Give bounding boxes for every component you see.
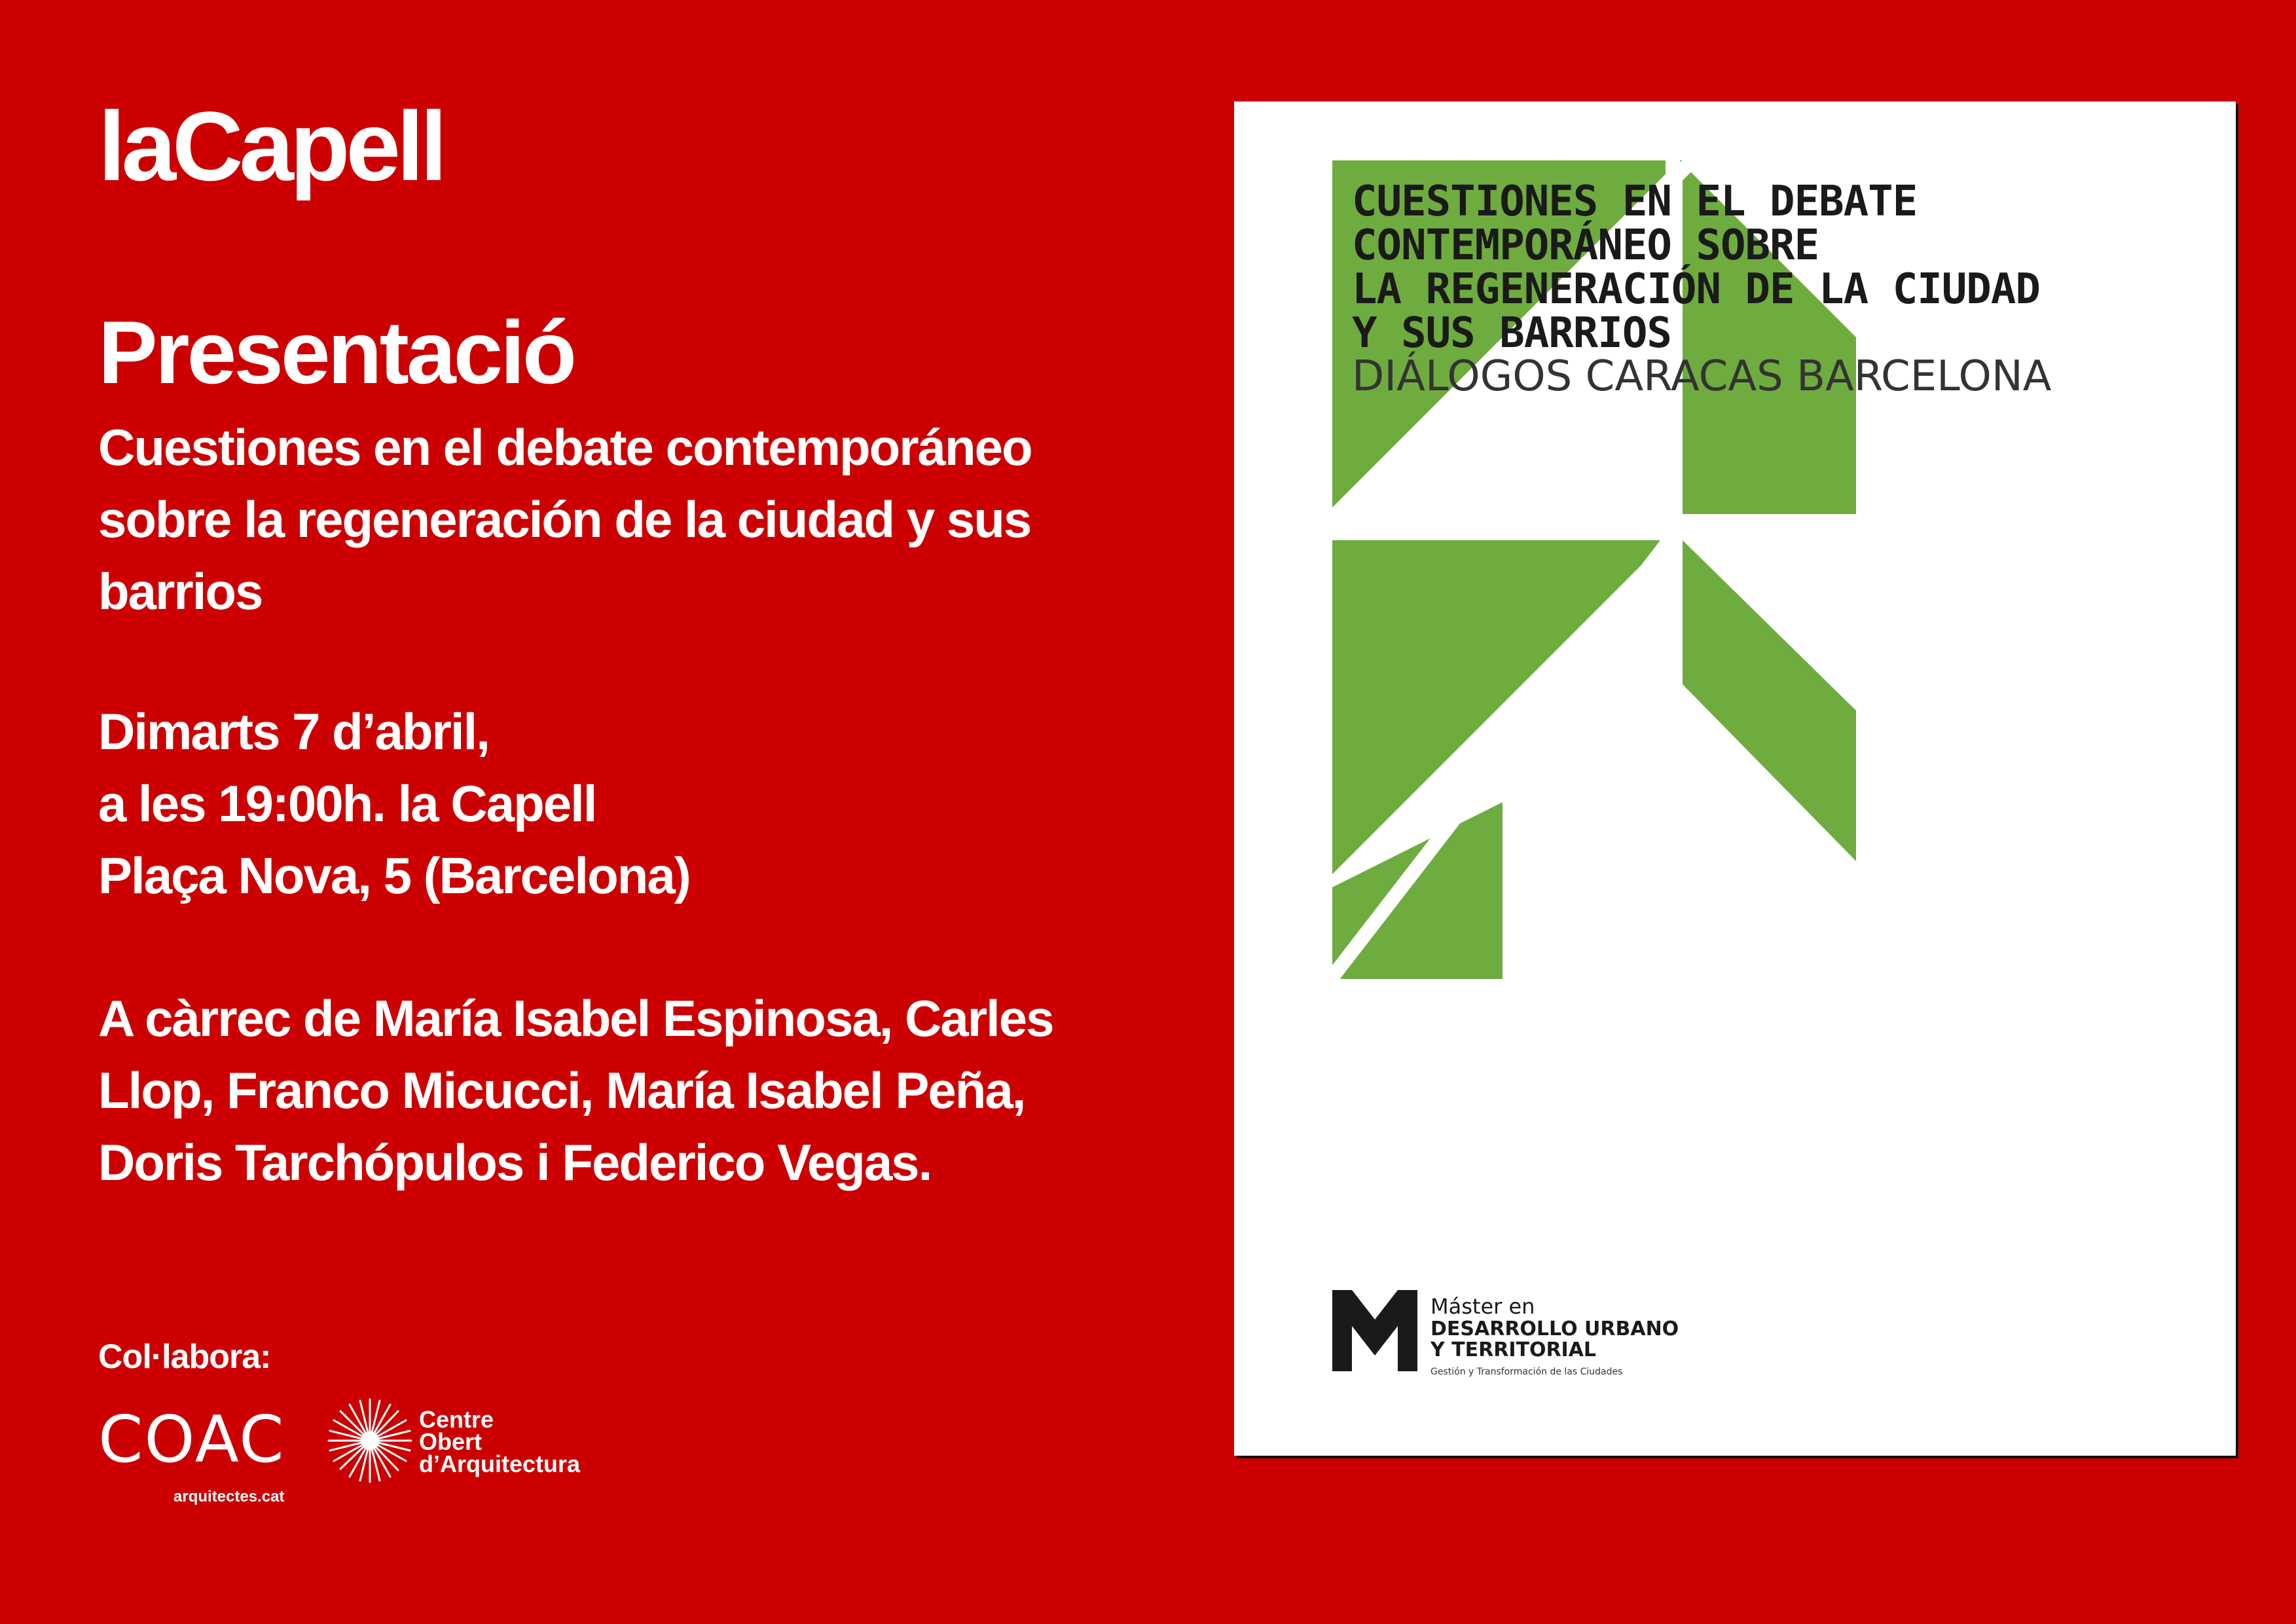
coac-logo xyxy=(98,1403,295,1506)
master-m-icon xyxy=(1332,1290,1424,1375)
master-line3: Gestión y Transformación de las Ciudades xyxy=(1430,1367,1623,1377)
event-type: Presentació xyxy=(98,303,575,402)
coa-wordmark: Centre Obert d’Arquitectura xyxy=(419,1406,581,1477)
brand-wordmark: laCapell xyxy=(98,91,444,201)
master-line2: DESARROLLO URBANO Y TERRITORIAL xyxy=(1430,1318,1679,1361)
coac-subtext: arquitectes.cat xyxy=(173,1488,285,1505)
collab-label: Col·labora: xyxy=(98,1338,271,1376)
event-title: Cuestiones en el debate contemporáneo sobre la regeneración de la ciudad y sus barrios xyxy=(98,418,1032,620)
cover-title: CUESTIONES EN EL DEBATE CONTEMPORÁNEO SOBRE LA REGENERACIÓN DE LA CIUDAD Y SUS BARRIOS xyxy=(1352,177,2040,358)
event-speakers: A càrrec de María Isabel Espinosa, Carles Llop, Franco Micucci, María Isabel Peña, Doris Tarchópulos i Federico Vegas. xyxy=(98,989,1053,1191)
starburst-icon xyxy=(327,1398,412,1483)
coac-wordmark: COAC xyxy=(98,1403,285,1477)
master-logo xyxy=(1332,1290,1791,1388)
event-datetime-location: Dimarts 7 d’abril, a les 19:00h. la Capell Plaça Nova, 5 (Barcelona) xyxy=(98,703,690,904)
coa-logo xyxy=(327,1398,655,1490)
cover-subtitle: DIÁLOGOS CARACAS BARCELONA xyxy=(1352,352,2052,401)
master-line1: Máster en xyxy=(1430,1294,1535,1319)
book-cover xyxy=(1234,101,2236,1456)
